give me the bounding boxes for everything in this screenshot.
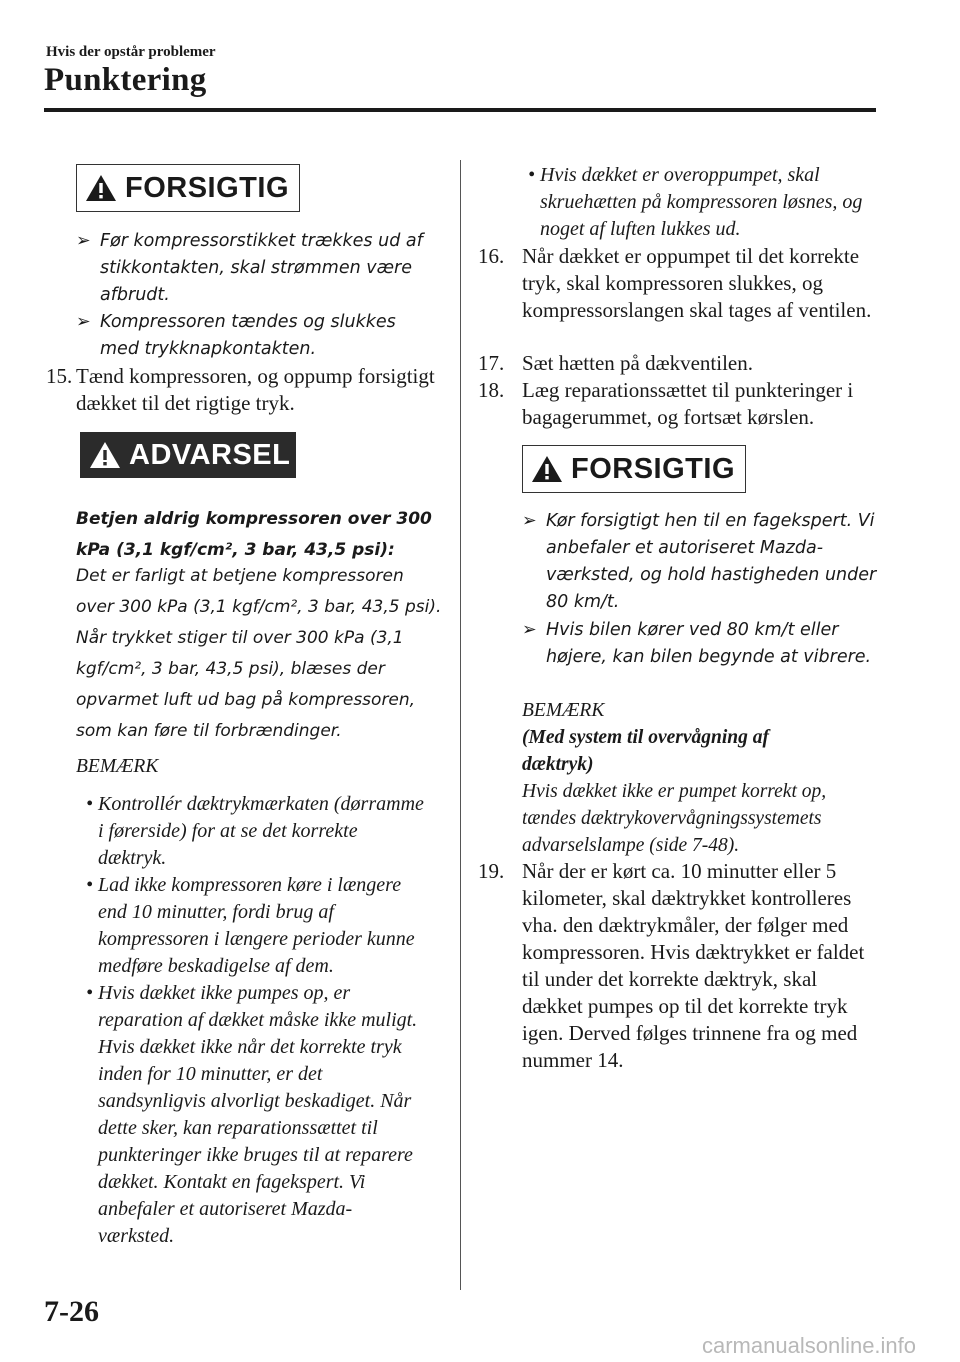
caution-box: [522, 445, 746, 493]
step-15: 15. Tænd kompressoren, og oppump forsigtigt dækket til det rigtige tryk.: [46, 364, 435, 415]
warning-triangle-icon: [89, 440, 121, 470]
arrow-icon: ➢: [522, 511, 537, 531]
page-number: 7-26: [44, 1295, 99, 1328]
warning-label: ADVARSEL: [129, 438, 291, 471]
caution-label: FORSIGTIG: [571, 452, 735, 485]
warning-body: Det er farligt at betjene kompressoren over 300 kPa (3,1 kgf/cm², 3 bar, 43,5 psi). Når trykket stiger til over 300 kPa (3,1 kgf/cm², 3 bar, 43,5 psi), blæses der opvarmet luft ud bag på kompressoren, som kan føre til forbrændinger.: [76, 566, 442, 741]
step-18: 18. Læg reparationssættet til punkteringer i bagagerummet, og fortsæt kørslen.: [478, 378, 854, 429]
note-bullet: • Kontrollér dæktrykmærkaten (dørramme i førerside) for at se det korrekte dæktryk.: [86, 793, 424, 869]
warning-heading: Betjen aldrig kompressoren over 300 kPa (3,1 kgf/cm², 3 bar, 43,5 psi):: [76, 509, 432, 560]
header-rule: [44, 108, 876, 112]
column-divider: [460, 160, 461, 1290]
note-bullet: • Hvis dækket er overoppumpet, skal skruehætten på kompressoren løsnes, og noget af luften lukkes ud.: [528, 164, 863, 240]
note-bullet: • Hvis dækket ikke pumpes op, er reparation af dækket måske ikke muligt. Hvis dækket ikke når det korrekte tryk inden for 10 minutter, er det sandsynligvis alvorligt beskadiget. Når dette sker, kan reparationssættet til punkteringer ikke bruges til at reparere dækket. Kontakt en fagekspert. Vi anbefaler et autoriseret Mazda-værksted.: [86, 982, 418, 1247]
caution-label: FORSIGTIG: [125, 171, 289, 204]
caution-item: ➢ Kør forsigtigt hen til en fagekspert. Vi anbefaler et autoriseret Mazda-værksted, og hold hastigheden under 80 km/t.: [522, 508, 878, 616]
step-17: 17. Sæt hætten på dækventilen.: [478, 351, 753, 375]
header-section: Hvis der opstår problemer: [46, 44, 216, 60]
note-subtitle: (Med system til overvågning af dæktryk): [522, 727, 769, 775]
watermark: carmanualsonline.info: [702, 1333, 917, 1358]
arrow-icon: ➢: [522, 620, 537, 640]
step-16: 16. Når dækket er oppumpet til det korrekte tryk, skal kompressoren slukkes, og kompressorslangen skal tages af ventilen.: [478, 244, 872, 322]
arrow-icon: ➢: [76, 312, 91, 332]
caution-item: ➢ Kompressoren tændes og slukkes med trykknapkontakten.: [76, 309, 436, 363]
note-text: Hvis dækket ikke er pumpet korrekt op, tændes dæktrykovervågningssystemets advarselslampe (side 7-48).: [522, 781, 827, 856]
note-bullet: • Lad ikke kompressoren køre i længere end 10 minutter, fordi brug af kompressoren i længere perioder kunne medføre beskadigelse af dem.: [86, 874, 415, 977]
step-19: 19. Når der er kørt ca. 10 minutter eller 5 kilometer, skal dæktrykket kontrolleres vha. den dæktrykmåler, der følger med kompressoren. Hvis dæktrykket er faldet til under det korrekte dæktryk, skal dækket pumpes op til det korrekte tryk igen. Derved følges trinnene fra og med nummer 14.: [478, 859, 865, 1072]
note-title: BEMÆRK: [522, 700, 605, 721]
arrow-icon: ➢: [76, 231, 91, 251]
warning-triangle-icon: [85, 173, 117, 203]
note-title: BEMÆRK: [76, 756, 159, 777]
caution-item: ➢ Hvis bilen kører ved 80 km/t eller højere, kan bilen begynde at vibrere.: [522, 617, 878, 671]
page-title: Punktering: [44, 62, 207, 98]
caution-box: [76, 164, 300, 212]
warning-triangle-icon: [531, 454, 563, 484]
warning-box: [80, 432, 296, 478]
caution-item: ➢ Før kompressorstikket trækkes ud af stikkontakten, skal strømmen være afbrudt.: [76, 228, 436, 309]
